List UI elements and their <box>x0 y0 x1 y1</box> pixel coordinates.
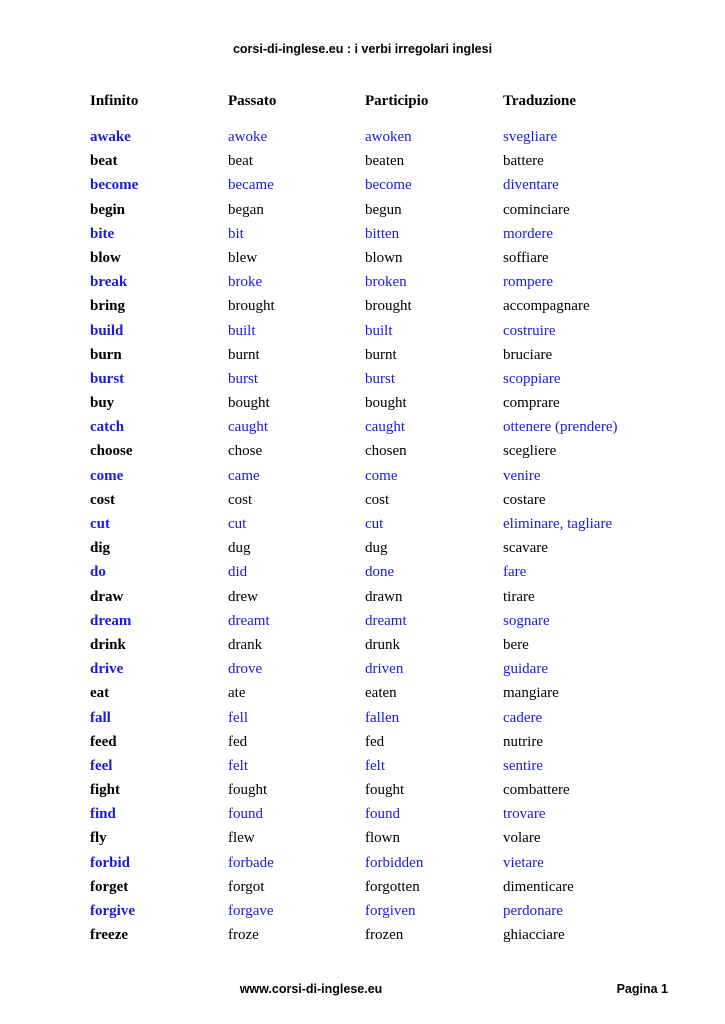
verb-translation: bere <box>503 636 529 653</box>
verb-past: blew <box>228 249 258 266</box>
table-row <box>0 610 725 634</box>
verb-infinitive: catch <box>90 419 125 436</box>
verb-translation: cominciare <box>503 201 570 218</box>
verb-participle: awoken <box>365 129 412 145</box>
verb-participle: dreamt <box>365 612 407 629</box>
table-row <box>0 731 725 755</box>
table-row <box>0 755 725 779</box>
verb-infinitive: blow <box>90 249 121 266</box>
verb-infinitive: awake <box>90 129 131 145</box>
table-row <box>0 489 725 513</box>
verb-translation: scoppiare <box>503 370 561 387</box>
verb-translation: mordere <box>503 225 553 242</box>
table-row <box>0 392 725 416</box>
verb-participle: frozen <box>365 927 404 944</box>
verb-participle: blown <box>365 249 403 266</box>
table-row <box>0 271 725 295</box>
table-row <box>0 513 725 537</box>
table-row <box>0 416 725 440</box>
verb-infinitive: come <box>90 467 124 484</box>
verb-participle: bought <box>365 395 407 412</box>
verb-infinitive: buy <box>90 395 115 412</box>
verb-infinitive: forget <box>90 878 129 895</box>
verb-participle: begun <box>365 201 402 218</box>
table-row <box>0 924 725 948</box>
verb-past: fell <box>228 709 248 726</box>
verb-translation: guidare <box>503 661 548 678</box>
table-row <box>0 150 725 174</box>
verb-participle: done <box>365 564 395 581</box>
verb-participle: forgiven <box>365 903 416 919</box>
verb-translation: costruire <box>503 322 556 339</box>
verb-participle: felt <box>365 757 385 774</box>
verb-translation: fare <box>503 564 527 581</box>
verb-participle: dug <box>365 540 388 557</box>
verb-participle: bitten <box>365 225 400 242</box>
verb-infinitive: fly <box>90 830 107 847</box>
verb-translation: cadere <box>503 709 543 726</box>
verb-participle: fallen <box>365 709 400 726</box>
table-row <box>0 658 725 682</box>
verb-past: burst <box>228 370 258 387</box>
verb-past: drank <box>228 636 263 653</box>
verb-translation: soffiare <box>503 249 549 266</box>
verb-participle: eaten <box>365 685 397 702</box>
verb-past: forgot <box>228 878 265 895</box>
page-title: corsi-di-inglese.eu : i verbi irregolari inglesi <box>232 42 493 56</box>
verb-infinitive: freeze <box>90 927 129 944</box>
verb-translation: battere <box>503 153 544 170</box>
verb-past: cut <box>228 516 247 532</box>
verb-translation: comprare <box>503 395 560 412</box>
verb-past: beat <box>228 153 253 170</box>
verb-participle: drawn <box>365 588 403 605</box>
verb-past: ate <box>228 685 246 702</box>
table-row <box>0 561 725 585</box>
table-row <box>0 320 725 344</box>
verb-participle: built <box>365 322 393 339</box>
verb-past: bit <box>228 225 244 242</box>
verb-past: bought <box>228 395 270 412</box>
verb-translation: rompere <box>503 274 553 291</box>
verb-infinitive: draw <box>90 588 124 605</box>
verb-past: did <box>228 564 248 581</box>
verb-infinitive: do <box>90 564 106 581</box>
table-row <box>0 465 725 489</box>
verb-translation: perdonare <box>503 903 563 919</box>
verb-participle: forgotten <box>365 878 420 895</box>
verb-past: chose <box>228 443 263 460</box>
column-header-passato: Passato <box>228 93 277 109</box>
verb-infinitive: burst <box>90 370 125 387</box>
verb-infinitive: burn <box>90 346 122 363</box>
verb-translation: ottenere (prendere) <box>503 419 618 436</box>
table-row <box>0 586 725 610</box>
verb-participle: beaten <box>365 153 405 170</box>
verb-past: found <box>228 806 263 823</box>
verb-past: became <box>228 177 274 194</box>
verb-participle: cost <box>365 491 390 508</box>
verb-past: fought <box>228 782 268 799</box>
verb-past: drove <box>228 661 263 678</box>
verb-past: felt <box>228 757 248 774</box>
verb-infinitive: beat <box>90 153 118 170</box>
verb-infinitive: forgive <box>90 903 135 919</box>
verb-past: forgave <box>228 903 274 919</box>
verb-infinitive: dream <box>90 612 132 629</box>
table-row <box>0 779 725 803</box>
verb-past: brought <box>228 298 275 315</box>
verb-past: burnt <box>228 346 260 363</box>
verb-infinitive: bring <box>90 298 126 315</box>
verb-infinitive: drink <box>90 636 126 653</box>
verb-translation: diventare <box>503 177 559 194</box>
verb-translation: tirare <box>503 588 535 605</box>
table-row <box>0 223 725 247</box>
verb-translation: svegliare <box>503 129 558 145</box>
verb-past: caught <box>228 419 268 436</box>
verb-infinitive: forbid <box>90 854 131 871</box>
verb-translation: scavare <box>503 540 548 557</box>
verb-participle: drunk <box>365 636 400 653</box>
verb-past: dug <box>228 540 251 557</box>
page-number: Pagina 1 <box>616 982 668 996</box>
verb-participle: burnt <box>365 346 397 363</box>
verb-translation: eliminare, tagliare <box>503 516 613 532</box>
verb-infinitive: choose <box>90 443 133 460</box>
verb-infinitive: eat <box>90 685 110 702</box>
verb-past: fed <box>228 733 248 750</box>
table-row <box>0 876 725 900</box>
verb-translation: bruciare <box>503 346 553 363</box>
verb-infinitive: bite <box>90 225 115 242</box>
column-header-infinito: Infinito <box>90 93 139 109</box>
verb-past: awoke <box>228 129 268 145</box>
verb-translation: sentire <box>503 757 543 774</box>
verb-participle: broken <box>365 274 407 291</box>
verb-participle: cut <box>365 516 384 532</box>
column-header-traduzione: Traduzione <box>503 93 577 109</box>
footer-site-link[interactable]: www.corsi-di-inglese.eu <box>239 982 383 996</box>
verb-translation: mangiare <box>503 685 559 702</box>
table-row <box>0 174 725 198</box>
verb-participle: caught <box>365 419 405 436</box>
verb-past: dreamt <box>228 612 270 629</box>
verb-participle: become <box>365 177 412 194</box>
verb-translation: nutrire <box>503 733 543 750</box>
verb-participle: driven <box>365 661 404 678</box>
verb-participle: fought <box>365 782 405 799</box>
verb-participle: chosen <box>365 443 407 460</box>
verb-participle: fed <box>365 733 385 750</box>
table-row <box>0 344 725 368</box>
verb-translation: volare <box>503 830 541 847</box>
verb-translation: combattere <box>503 782 570 799</box>
verb-infinitive: become <box>90 177 139 194</box>
verb-infinitive: drive <box>90 661 124 678</box>
verb-infinitive: feed <box>90 733 117 750</box>
verb-infinitive: begin <box>90 201 126 218</box>
verb-infinitive: find <box>90 806 116 823</box>
verb-infinitive: build <box>90 322 124 339</box>
table-row <box>0 126 725 150</box>
verb-past: cost <box>228 491 253 508</box>
table-row <box>0 852 725 876</box>
verb-infinitive: fight <box>90 782 120 799</box>
verb-participle: come <box>365 467 398 484</box>
verb-participle: brought <box>365 298 412 315</box>
table-row <box>0 682 725 706</box>
table-row <box>0 247 725 271</box>
table-row <box>0 537 725 561</box>
verb-past: forbade <box>228 854 274 871</box>
verb-past: froze <box>228 927 259 944</box>
table-row <box>0 440 725 464</box>
verb-infinitive: cut <box>90 516 110 532</box>
verb-past: broke <box>228 274 263 291</box>
verb-translation: costare <box>503 491 546 508</box>
verb-translation: vietare <box>503 854 544 871</box>
verb-participle: flown <box>365 830 400 847</box>
verb-infinitive: break <box>90 274 128 291</box>
verb-translation: trovare <box>503 806 546 823</box>
verb-translation: accompagnare <box>503 298 590 315</box>
verb-infinitive: cost <box>90 491 115 508</box>
verb-infinitive: fall <box>90 709 111 726</box>
verb-translation: venire <box>503 467 541 484</box>
verb-past: began <box>228 201 264 218</box>
column-headers <box>0 93 725 113</box>
verb-past: came <box>228 467 260 484</box>
table-row <box>0 900 725 924</box>
verb-past: flew <box>228 830 255 847</box>
verb-participle: burst <box>365 370 395 387</box>
table-row <box>0 803 725 827</box>
table-row <box>0 707 725 731</box>
verb-participle: forbidden <box>365 854 424 871</box>
table-row <box>0 199 725 223</box>
page-footer <box>0 982 725 998</box>
verb-past: drew <box>228 588 258 605</box>
verb-infinitive: dig <box>90 540 111 557</box>
verb-translation: sognare <box>503 612 550 629</box>
table-row <box>0 634 725 658</box>
verb-past: built <box>228 322 256 339</box>
verb-table <box>0 126 725 948</box>
column-header-participio: Participio <box>365 93 429 109</box>
verb-infinitive: feel <box>90 757 113 774</box>
verb-participle: found <box>365 806 400 823</box>
table-row <box>0 295 725 319</box>
verb-translation: scegliere <box>503 443 557 460</box>
verb-translation: dimenticare <box>503 878 574 895</box>
verb-translation: ghiacciare <box>503 927 565 944</box>
table-row <box>0 368 725 392</box>
table-row <box>0 827 725 851</box>
